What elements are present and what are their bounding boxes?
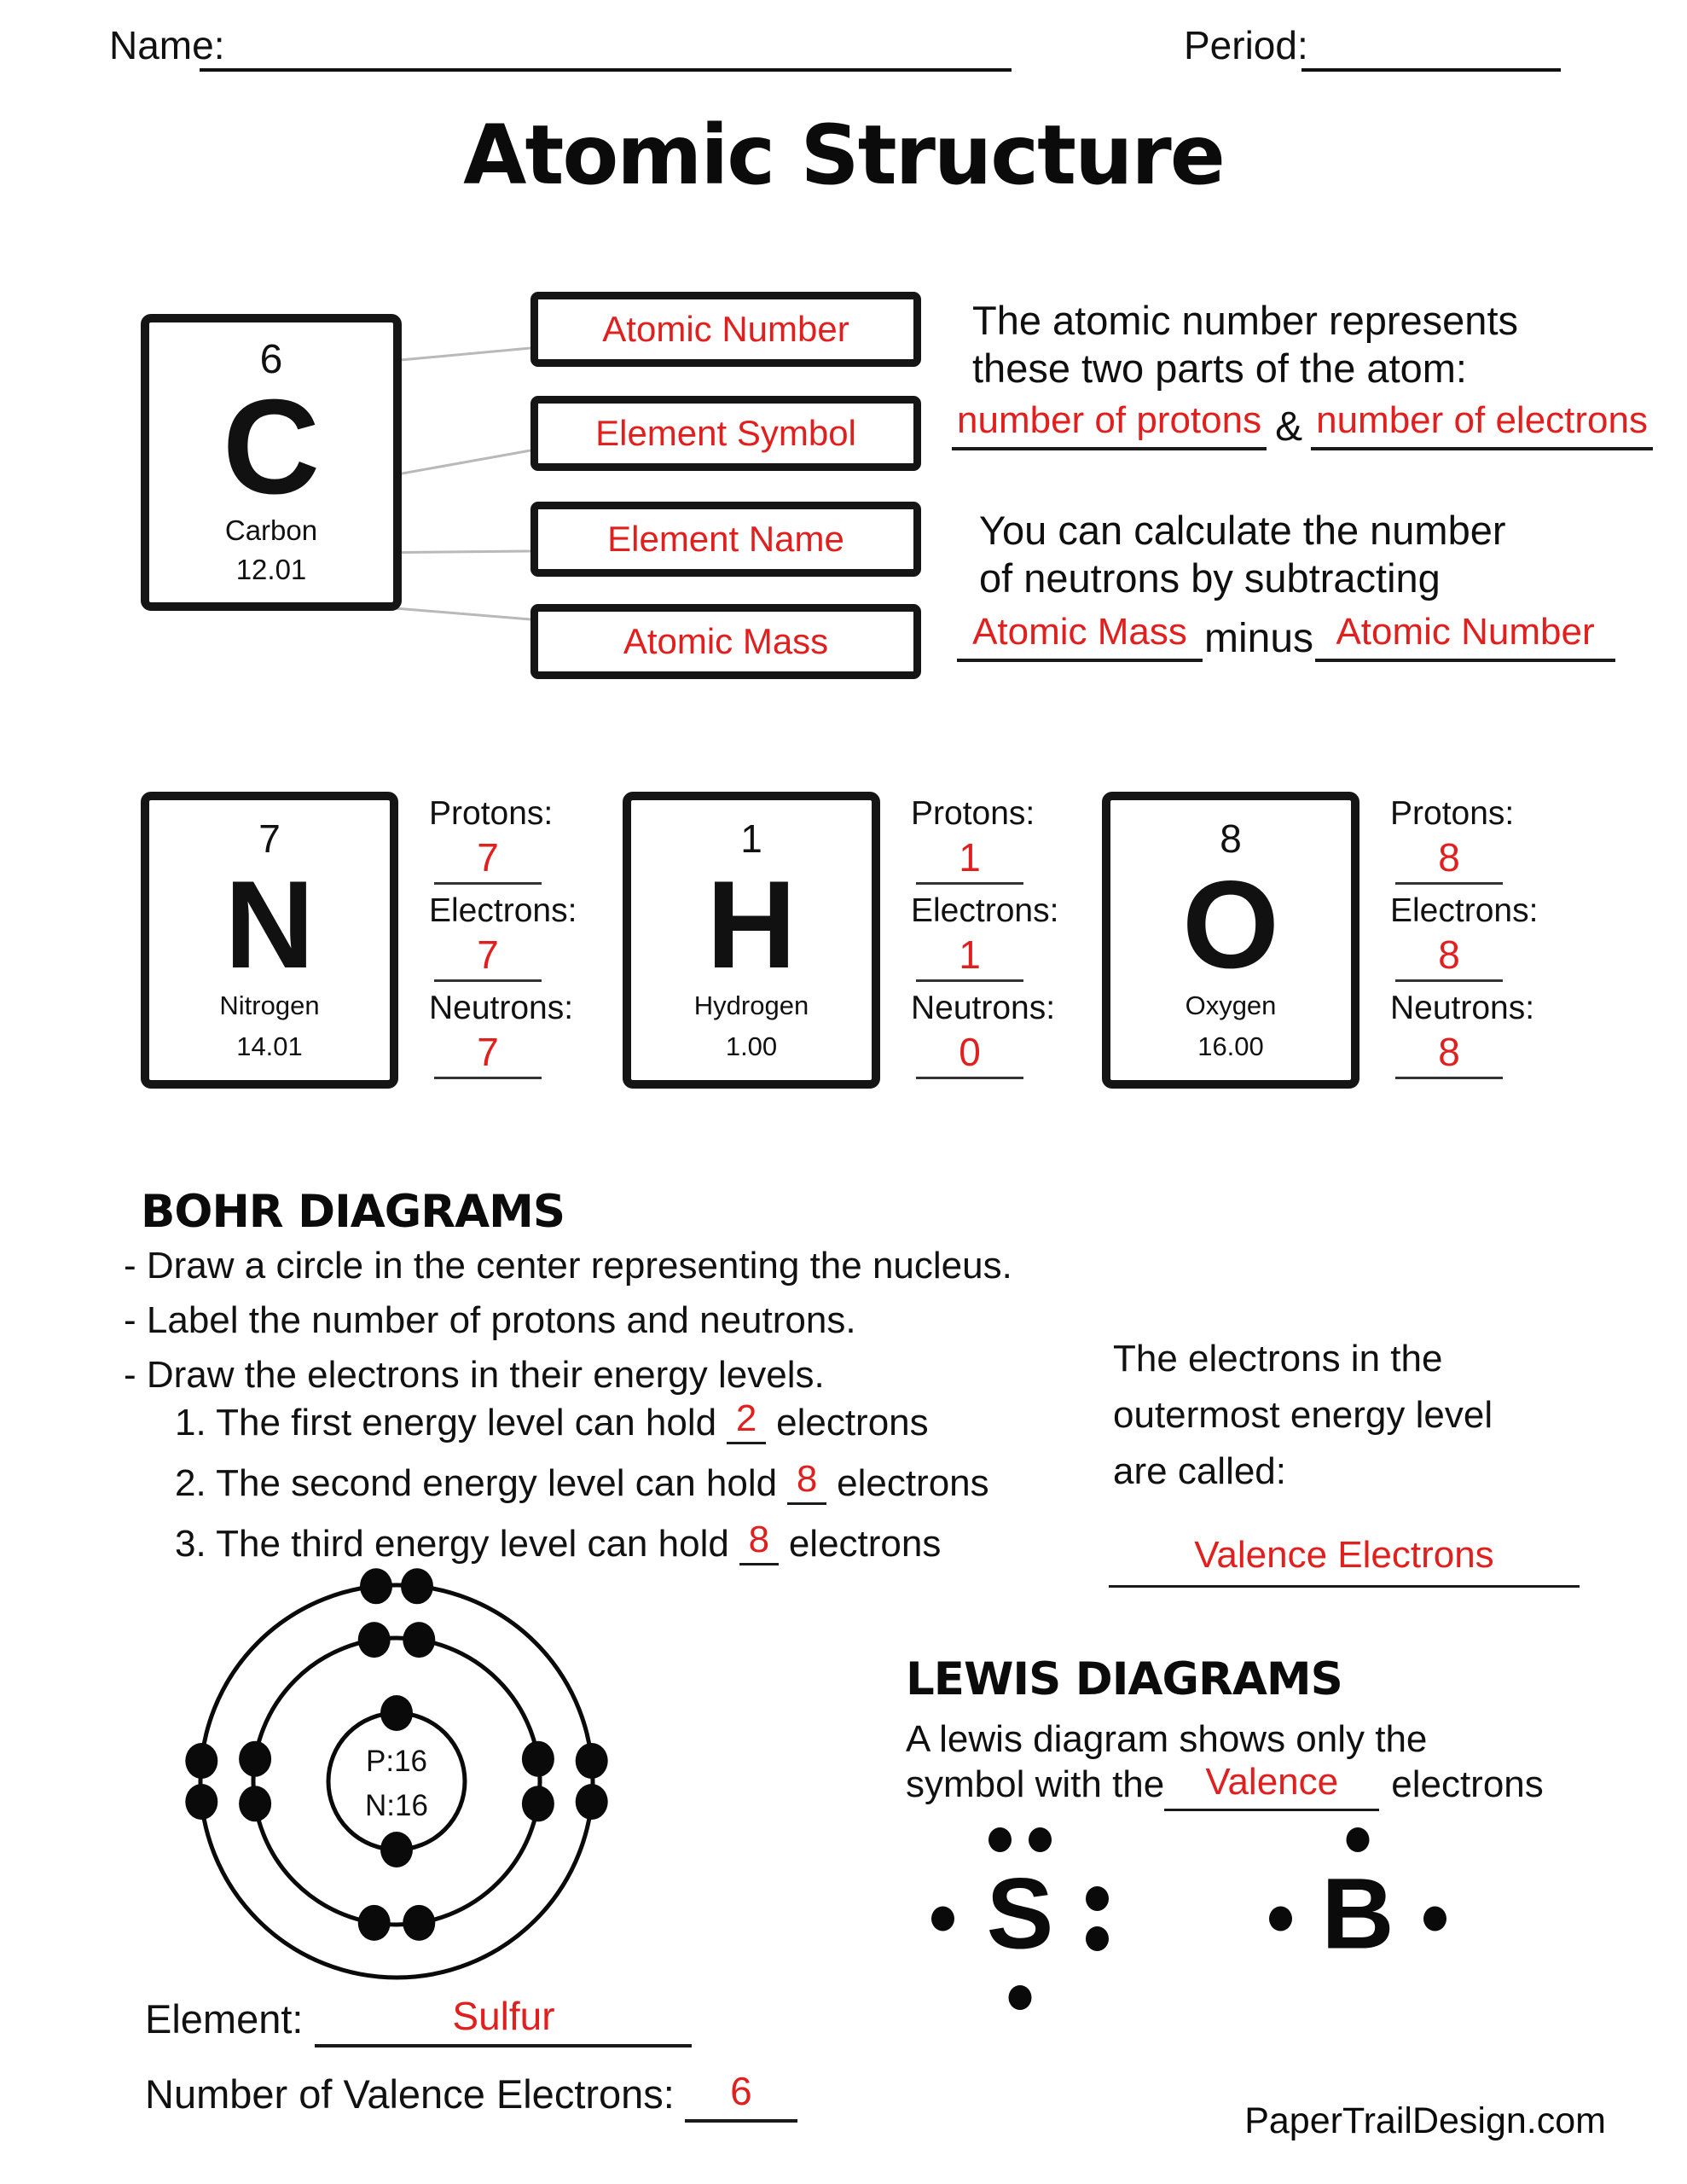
valence-count-answer-blank: 6 (685, 2068, 797, 2123)
period-blank-line (1301, 68, 1561, 72)
electrons-label: Electrons: (1390, 892, 1539, 929)
energy-level-1-answer: 2 (727, 1397, 766, 1444)
minus-word: minus (1204, 616, 1314, 661)
neutron-formula-answer-row (957, 611, 1615, 662)
oxygen-atomic-number: 8 (1220, 816, 1242, 861)
nitrogen-symbol: N (224, 854, 315, 994)
sulfur-left-dots (931, 1907, 954, 1931)
neutrons-label: Neutrons: (429, 990, 574, 1026)
intro-line-3: You can calculate the number (979, 508, 1506, 553)
nitrogen-name: Nitrogen (219, 990, 320, 1021)
electron-dot (403, 1622, 435, 1658)
element-answer-row (145, 1993, 692, 2048)
valence-count-row (145, 2068, 797, 2123)
period-label: Period: (1184, 23, 1308, 67)
lewis-dot (931, 1907, 954, 1931)
energy-level-3-answer: 8 (739, 1519, 779, 1565)
hydrogen-neutrons-answer: 0 (916, 1029, 1023, 1079)
intro-paragraph-2 (979, 507, 1506, 602)
oxygen-symbol: O (1182, 854, 1279, 994)
intro-line-1: The atomic number represents (972, 298, 1519, 343)
lewis-dot (1347, 1827, 1370, 1852)
nucleus-circle (328, 1713, 465, 1850)
oxygen-electrons-answer: 8 (1395, 932, 1503, 982)
neutrons-label: Neutrons: (1390, 990, 1535, 1026)
lewis-dot (1269, 1907, 1292, 1931)
lewis-description-line-1: A lewis diagram shows only the (906, 1718, 1428, 1760)
lewis-line-2-pre: symbol with the (906, 1763, 1165, 1805)
protons-label: Protons: (429, 795, 554, 832)
electron-dot (185, 1784, 217, 1820)
electron-dot (576, 1743, 608, 1779)
hydrogen-symbol: H (706, 854, 797, 994)
energy-level-3-text: 3. The third energy level can hold (175, 1523, 729, 1565)
energy-level-list (175, 1397, 989, 1579)
lewis-dot (1009, 1985, 1032, 2010)
practice-group-nitrogen (141, 792, 576, 1089)
label-box-element-name: Element Name (530, 502, 921, 577)
oxygen-protons-answer: 8 (1395, 834, 1503, 885)
label-box-atomic-mass: Atomic Mass (530, 604, 921, 679)
nitrogen-electrons-answer: 7 (434, 932, 542, 982)
lewis-structure-boron (1269, 1827, 1446, 2010)
answer-blank-number-of-electrons: number of electrons (1311, 399, 1653, 450)
element-answer-blank: Sulfur (315, 1993, 692, 2048)
energy-level-1-suffix: electrons (776, 1402, 929, 1443)
electron-dot (522, 1786, 554, 1821)
page-title: Atomic Structure (463, 107, 1224, 203)
sulfur-bottom-dots (1009, 1985, 1032, 2010)
answer-blank-atomic-mass: Atomic Mass (957, 611, 1203, 662)
nitrogen-mass: 14.01 (236, 1031, 303, 1061)
oxygen-name: Oxygen (1185, 990, 1277, 1021)
element-label: Element: (145, 1996, 304, 2042)
electron-dot (380, 1832, 413, 1867)
practice-group-hydrogen (623, 792, 1058, 1089)
nitrogen-atomic-number: 7 (258, 816, 281, 861)
energy-level-item-1 (175, 1397, 989, 1444)
label-box-atomic-number: Atomic Number (530, 292, 921, 367)
energy-level-item-2 (175, 1458, 989, 1505)
nitrogen-element-tile (141, 792, 398, 1089)
name-blank-line (200, 68, 1012, 72)
bohr-bullet-2: - Label the number of protons and neutrons. (124, 1299, 856, 1341)
callout-line-3: are called: (1113, 1450, 1287, 1492)
lewis-dot (1086, 1886, 1109, 1911)
nitrogen-fields (429, 792, 576, 1089)
protons-label: Protons: (1390, 795, 1515, 832)
electron-dot (358, 1622, 391, 1658)
valence-callout-text (1113, 1331, 1493, 1500)
sulfur-lewis-symbol: S (986, 1857, 1054, 1971)
electron-dot (403, 1905, 435, 1941)
bohr-bullet-1: - Draw a circle in the center representing the nucleus. (124, 1245, 1012, 1287)
electron-dot (185, 1743, 217, 1779)
electron-dot (401, 1568, 433, 1604)
valence-count-label: Number of Valence Electrons: (145, 2071, 675, 2117)
sulfur-top-dots (988, 1827, 1052, 1852)
electron-dot (360, 1568, 392, 1604)
hydrogen-mass: 1.00 (725, 1031, 778, 1061)
hydrogen-name: Hydrogen (693, 990, 809, 1021)
intro-line-4: of neutrons by subtracting (979, 555, 1441, 601)
site-credit: PaperTrailDesign.com (1244, 2100, 1606, 2141)
lewis-section-heading: LEWIS DIAGRAMS (906, 1653, 1342, 1705)
lewis-dot (1029, 1827, 1052, 1852)
hydrogen-element-tile (623, 792, 880, 1089)
nitrogen-neutrons-answer: 7 (434, 1029, 542, 1079)
energy-level-2-answer: 8 (787, 1458, 826, 1505)
nitrogen-protons-answer: 7 (434, 834, 542, 885)
intro-paragraph-1 (972, 297, 1518, 392)
callout-line-1: The electrons in the (1113, 1338, 1443, 1380)
energy-level-item-3 (175, 1519, 989, 1565)
second-energy-ring (253, 1638, 540, 1925)
hydrogen-atomic-number: 1 (740, 816, 762, 861)
label-box-element-symbol: Element Symbol (530, 396, 921, 471)
lewis-structure-sulfur (931, 1827, 1109, 2010)
electron-dot (358, 1905, 391, 1941)
carbon-name: Carbon (224, 514, 318, 547)
hydrogen-fields (911, 792, 1058, 1089)
lewis-description-line-2 (906, 1761, 1544, 1811)
energy-level-2-suffix: electrons (837, 1462, 989, 1504)
boron-left-dots (1269, 1907, 1292, 1931)
sulfur-right-dots (1086, 1886, 1109, 1951)
oxygen-mass: 16.00 (1197, 1031, 1264, 1061)
practice-group-oxygen (1102, 792, 1537, 1089)
energy-level-2-text: 2. The second energy level can hold (175, 1462, 778, 1504)
carbon-element-tile (141, 314, 402, 611)
carbon-symbol: C (222, 372, 321, 523)
hydrogen-electrons-answer: 1 (916, 932, 1023, 982)
oxygen-element-tile (1102, 792, 1359, 1089)
energy-level-1-text: 1. The first energy level can hold (175, 1402, 717, 1443)
protons-electrons-answer-row (952, 399, 1653, 450)
protons-label: Protons: (911, 795, 1035, 832)
electrons-label: Electrons: (429, 892, 577, 929)
lewis-dot (1086, 1926, 1109, 1951)
electron-dot (239, 1786, 271, 1821)
carbon-atomic-number: 6 (259, 336, 283, 382)
lewis-line-2-post: electrons (1391, 1763, 1544, 1805)
intro-line-2: these two parts of the atom: (972, 346, 1467, 391)
answer-blank-atomic-number: Atomic Number (1315, 611, 1615, 662)
oxygen-fields (1390, 792, 1537, 1089)
neutrons-label: Neutrons: (911, 990, 1056, 1026)
nucleus-neutrons-label: N:16 (365, 1789, 428, 1822)
electron-dot (239, 1741, 271, 1777)
bohr-bullet-3: - Draw the electrons in their energy levels. (124, 1354, 825, 1396)
electron-dot (522, 1741, 554, 1777)
boron-top-dots (1347, 1827, 1370, 1852)
ampersand: & (1275, 404, 1303, 450)
lewis-dot (1423, 1907, 1446, 1931)
bohr-instructions (124, 1239, 1012, 1403)
lewis-valence-answer: Valence (1164, 1761, 1379, 1811)
electron-dot (380, 1695, 413, 1731)
valence-electrons-answer: Valence Electrons (1109, 1534, 1580, 1588)
third-energy-ring (200, 1585, 593, 1978)
name-label: Name: (109, 23, 225, 67)
electrons-label: Electrons: (911, 892, 1059, 929)
bohr-section-heading: BOHR DIAGRAMS (141, 1186, 565, 1238)
electron-dot (576, 1784, 608, 1820)
carbon-mass: 12.01 (235, 554, 307, 586)
answer-blank-number-of-protons: number of protons (952, 399, 1267, 450)
lewis-dot (988, 1827, 1012, 1852)
bohr-diagram-sulfur (175, 1560, 618, 2003)
energy-level-3-suffix: electrons (788, 1523, 942, 1565)
oxygen-neutrons-answer: 8 (1395, 1029, 1503, 1079)
nucleus-protons-label: P:16 (366, 1745, 427, 1778)
callout-line-2: outermost energy level (1113, 1394, 1493, 1436)
boron-lewis-symbol: B (1321, 1857, 1394, 1971)
boron-right-dots (1423, 1907, 1446, 1931)
hydrogen-protons-answer: 1 (916, 834, 1023, 885)
